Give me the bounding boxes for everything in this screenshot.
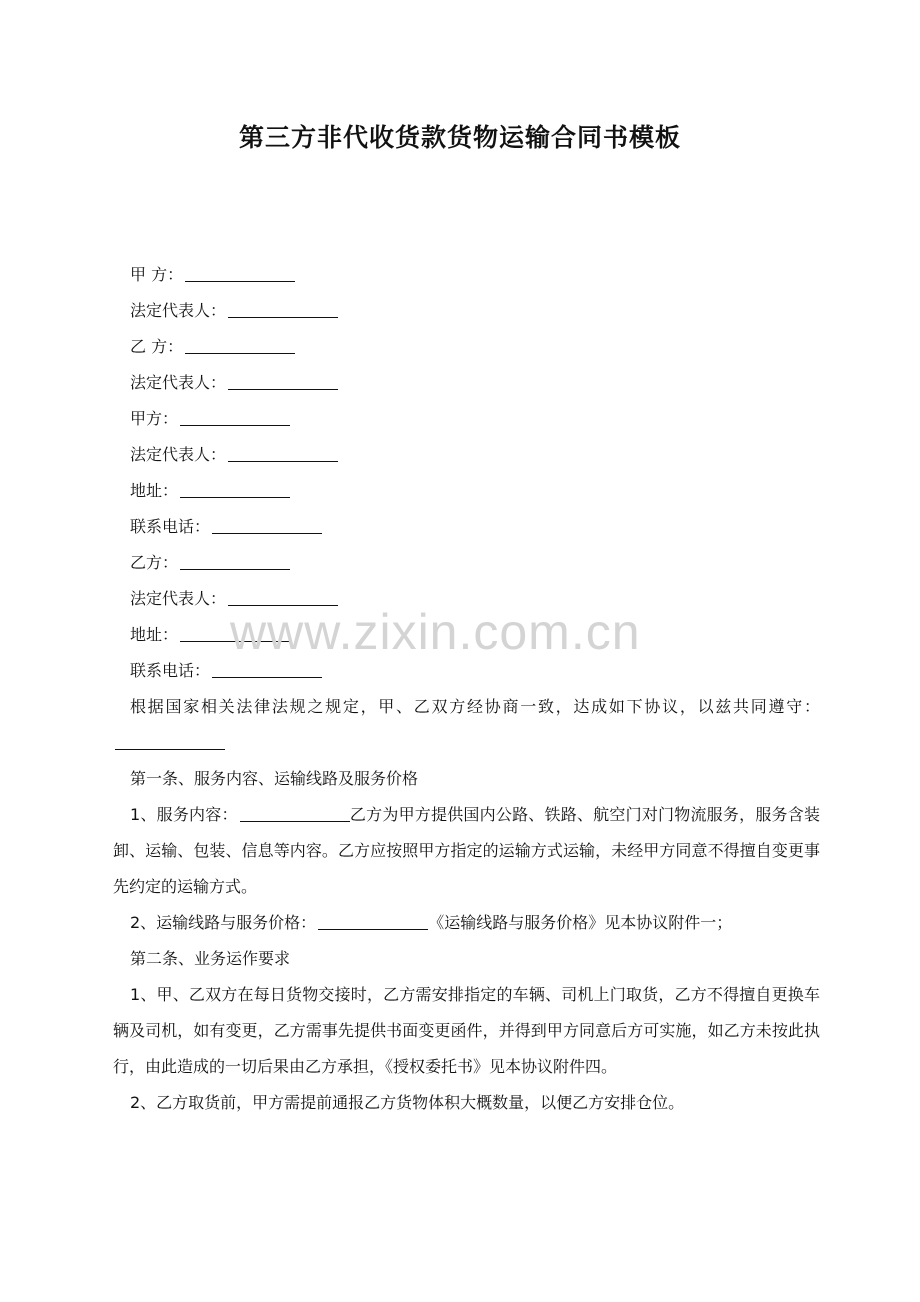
item-1-1-blank	[240, 820, 350, 822]
item-1-2-text: 《运输线路与服务价格》见本协议附件一；	[428, 913, 733, 932]
a-rep-label: 法定代表人：	[130, 445, 227, 464]
a-name-line	[113, 401, 820, 437]
party-b-line	[113, 329, 820, 365]
item-1-2-prefix: 2、运输线路与服务价格：	[130, 913, 317, 932]
watermark-text: www.zixin.com.cn	[230, 604, 641, 660]
item-1-2-blank	[318, 928, 428, 930]
rep-b-label: 法定代表人：	[130, 373, 227, 392]
party-a-line	[113, 257, 820, 293]
rep-a-blank	[228, 316, 338, 318]
rep-a-line	[113, 293, 820, 329]
item-1-2-paragraph	[113, 905, 820, 941]
article-2-heading: 第二条、业务运作要求	[130, 949, 291, 968]
a-phone-blank	[212, 532, 322, 534]
b-address-line	[113, 617, 820, 653]
b-rep-blank	[228, 604, 338, 606]
b-address-label: 地址：	[130, 625, 179, 644]
b-rep-label: 法定代表人：	[130, 589, 227, 608]
preamble-blank	[115, 748, 225, 750]
b-rep-line	[113, 581, 820, 617]
document-title: 第三方非代收货款货物运输合同书模板	[238, 123, 681, 152]
article-1-heading: 第一条、服务内容、运输线路及服务价格	[130, 769, 419, 788]
a-address-blank	[180, 496, 290, 498]
item-2-1-paragraph: 1、甲、乙双方在每日货物交接时，乙方需安排指定的车辆、司机上门取货，乙方不得擅自更换车辆及司机，如有变更，乙方需事先提供书面变更函件，并得到甲方同意后方可实施，如乙方未按此执行，由此造成的一切后果由乙方承担，《授权委托书》见本协议附件四。	[113, 985, 820, 1076]
rep-b-blank	[228, 388, 338, 390]
party-b-blank	[185, 352, 295, 354]
rep-b-line	[113, 365, 820, 401]
b-phone-label: 联系电话：	[130, 661, 211, 680]
document-body	[113, 257, 820, 1121]
preamble-paragraph	[113, 689, 820, 761]
b-name-label: 乙方：	[130, 553, 179, 572]
b-name-blank	[180, 568, 290, 570]
item-1-1-text: 乙方为甲方提供国内公路、铁路、航空门对门物流服务，服务含装卸、运输、包装、信息等内容。乙方应按照甲方指定的运输方式运输，未经甲方同意不得擅自变更事先约定的运输方式。	[113, 805, 820, 896]
b-phone-line	[113, 653, 820, 689]
a-phone-label: 联系电话：	[130, 517, 211, 536]
a-phone-line	[113, 509, 820, 545]
a-rep-blank	[228, 460, 338, 462]
party-a-label: 甲 方：	[130, 265, 184, 284]
a-rep-line	[113, 437, 820, 473]
item-1-1-paragraph	[113, 797, 820, 905]
rep-a-label: 法定代表人：	[130, 301, 227, 320]
a-name-blank	[180, 424, 290, 426]
party-a-blank	[185, 280, 295, 282]
b-name-line	[113, 545, 820, 581]
a-address-line	[113, 473, 820, 509]
a-name-label: 甲方：	[130, 409, 179, 428]
b-address-blank	[180, 640, 290, 642]
item-2-2-paragraph: 2、乙方取货前，甲方需提前通报乙方货物体积大概数量，以便乙方安排仓位。	[130, 1093, 685, 1112]
preamble-text: 根据国家相关法律法规之规定，甲、乙双方经协商一致，达成如下协议，以兹共同遵守：	[130, 697, 820, 716]
a-address-label: 地址：	[130, 481, 179, 500]
b-phone-blank	[212, 676, 322, 678]
item-1-1-prefix: 1、服务内容：	[130, 805, 238, 824]
party-b-label: 乙 方：	[130, 337, 184, 356]
